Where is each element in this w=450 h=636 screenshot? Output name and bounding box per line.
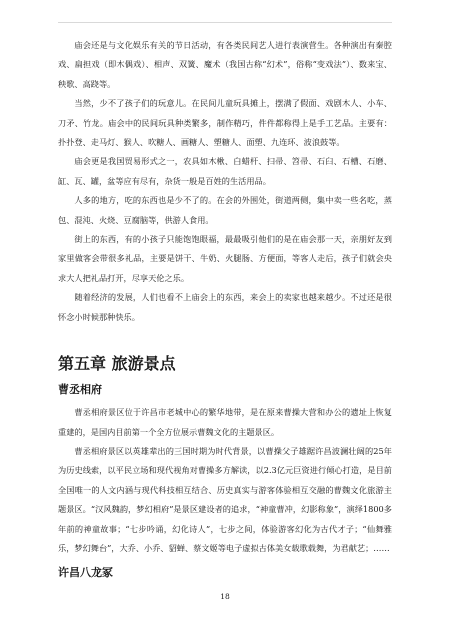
paragraph: 当然，少不了孩子们的玩意儿。在民间儿童玩具摊上，摆满了假面、戏剧木人、小车、刀矛、竹龙。庙会中的民间玩具种类繁多，制作精巧，件件都称得上是手工艺品。主要有：扑扑登、走马灯、猴人、吹糖人、画糖人、塑糖人、面塑、九连环、波浪鼓等。 xyxy=(58,98,392,148)
temple-fair-section xyxy=(58,36,392,327)
page-number: 18 xyxy=(220,592,230,601)
paragraph: 庙会更是我国贸易形式之一，农具如木楸、白蜡杆、扫帚、笤帚、石臼、石槽、石磨、缸、瓦、罐，盆等应有尽有，杂货一般是百姓的生活用品。 xyxy=(58,156,392,186)
paragraph: 庙会还是与文化娱乐有关的节日活动，有各类民间艺人进行表演营生。各种演出有秦腔戏、扁担戏（即木偶戏）、相声、双簧、魔术（我国古称“幻术”，俗称“变戏法”）、数来宝、秧歌、高跷等。 xyxy=(58,40,392,89)
paragraph: 随着经济的发展，人们也看不上庙会上的东西，来会上的卖家也越来越少。不过还是很怀念小时候那种快乐。 xyxy=(58,292,392,322)
paragraph: 曹丞相府景区以英雄辈出的三国时期为时代背景，以曹操父子雄踞许昌波澜壮阔的25年为历史线索，以平民立场和现代视角对曹操多方解读，以2.3亿元巨资进行倾心打造，是目前全国唯一的人文内涵与现代科技相互结合、历史真实与游客体验相互交融的曹魏文化旅游主题景区。“汉风魏韵，梦幻相府”是景区建设者的追求，“神童曹冲，幻影称象”，演绎1800多年前的神童故事；“七步吟诵，幻化诗人”，七步之间，体验游客幻化为古代才子；“仙舞雅乐，梦幻舞台”，大乔、小乔、貂蝉、蔡文姬等电子虚拟古体美女载歌载舞，为君献艺；…… xyxy=(58,445,392,553)
paragraph: 曹丞相府景区位于许昌市老城中心的繁华地带，是在原来曹操大营和办公的遗址上恢复重建的，是国内目前第一个全方位展示曹魏文化的主题景区。 xyxy=(58,407,392,437)
header-rule xyxy=(58,22,392,23)
section-title-balongzhong: 许昌八龙冢 xyxy=(58,566,113,580)
chapter-title: 第五章 旅游景点 xyxy=(58,354,176,374)
section-title-cao-chengxiang-fu: 曹丞相府 xyxy=(58,383,102,397)
paragraph: 街上的东西，有的小孩子只能饱饱眼福，最最吸引他们的是在庙会那一天，亲朋好友到家里做客会带很多礼品，主要是饼干、牛奶、火腿肠、方便面，等客人走后，孩子们就会央求大人把礼品打开，尽享天伦之乐。 xyxy=(58,234,392,283)
paragraph: 人多的地方，吃的东西也是少不了的。在会的外围处，街道两侧，集中卖一些名吃，蒸包、混沌、火烧、豆腐脑等，供游人食用。 xyxy=(58,195,392,225)
